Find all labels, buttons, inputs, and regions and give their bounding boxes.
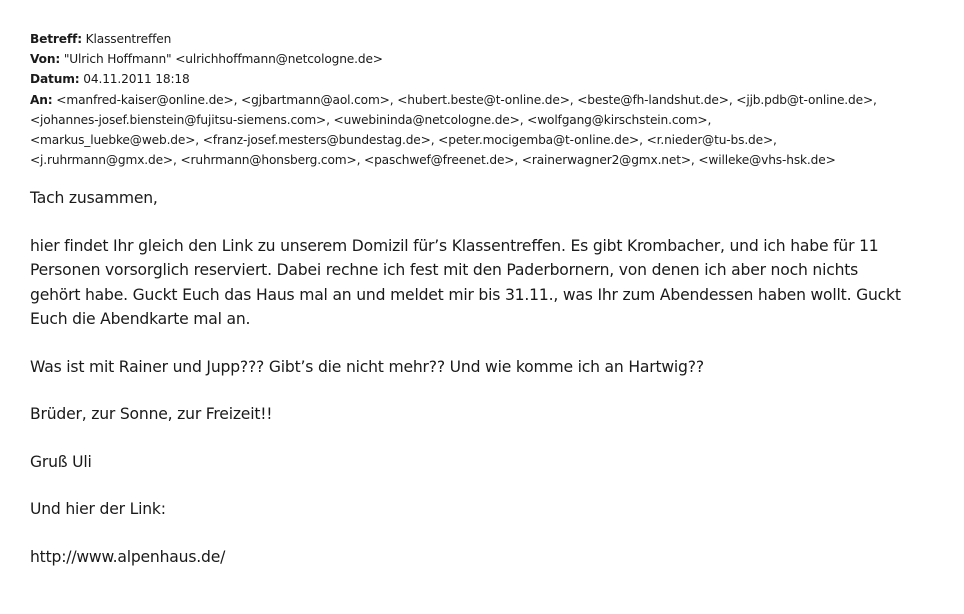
from-value: "Ulrich Hoffmann" <ulrichhoffmann@netcologne.de> xyxy=(63,52,383,67)
subject-label: Betreff: xyxy=(30,32,82,46)
body-paragraph-2: Was ist mit Rainer und Jupp??? Gibt’s die nicht mehr?? Und wie komme ich an Hartwig?? xyxy=(30,357,704,376)
to-recipients-line-3: <markus_luebke@web.de>, <franz-josef.mesters@bundestag.de>, <peter.mocigemba@t-online.de>, <r.nieder@tu-bs.de>, xyxy=(30,133,777,148)
signoff: Gruß Uli xyxy=(30,452,92,471)
date-value: 04.11.2011 18:18 xyxy=(83,72,190,87)
link-intro: Und hier der Link: xyxy=(30,500,166,519)
date-line xyxy=(30,69,940,89)
from-line xyxy=(30,49,940,69)
body-paragraph-1-line-2: Personen vorsorglich reserviert. Dabei rechne ich fest mit den Paderbornern, von denen ich aber noch nichts xyxy=(30,261,859,280)
to-recipients-line-2: <johannes-josef.bienstein@fujitsu-siemens.com>, <uwebininda@netcologne.de>, <wolfgang@kirschstein.com>, xyxy=(30,112,712,127)
to-recipients-line-1: <manfred-kaiser@online.de>, <gjbartmann@aol.com>, <hubert.beste@t-online.de>, <beste@fh-landshut.de>, <jjb.pdb@t-online.de>, xyxy=(56,92,877,107)
to-line xyxy=(30,90,940,110)
email-body xyxy=(30,186,940,569)
greeting: Tach zusammen, xyxy=(30,189,158,208)
email-message xyxy=(30,29,940,592)
subject-value: Klassentreffen xyxy=(85,32,172,46)
from-label: Von: xyxy=(30,52,61,67)
body-paragraph-1-line-4: Euch die Abendkarte mal an. xyxy=(30,310,251,329)
body-paragraph-3: Brüder, zur Sonne, zur Freizeit!! xyxy=(30,405,273,424)
to-label: An: xyxy=(30,92,53,107)
to-recipients-line-4: <j.ruhrmann@gmx.de>, <ruhrmann@honsberg.com>, <paschwef@freenet.de>, <rainerwagner2@gmx.net>, <willeke@vhs-hsk.de> xyxy=(30,153,836,168)
link-paragraph xyxy=(30,545,940,570)
subject-line xyxy=(30,29,940,49)
alpenhaus-link[interactable]: http://www.alpenhaus.de/ xyxy=(30,547,226,566)
body-paragraph-1-line-3: gehört habe. Guckt Euch das Haus mal an und meldet mir bis 31.11., was Ihr zum Abendessen haben wollt. Guckt xyxy=(30,285,901,304)
body-paragraph-1 xyxy=(30,234,940,332)
email-header xyxy=(30,29,940,170)
body-paragraph-1-line-1: hier findet Ihr gleich den Link zu unserem Domizil für’s Klassentreffen. Es gibt Krombacher, und ich habe für 11 xyxy=(30,236,879,255)
date-label: Datum: xyxy=(30,72,80,87)
